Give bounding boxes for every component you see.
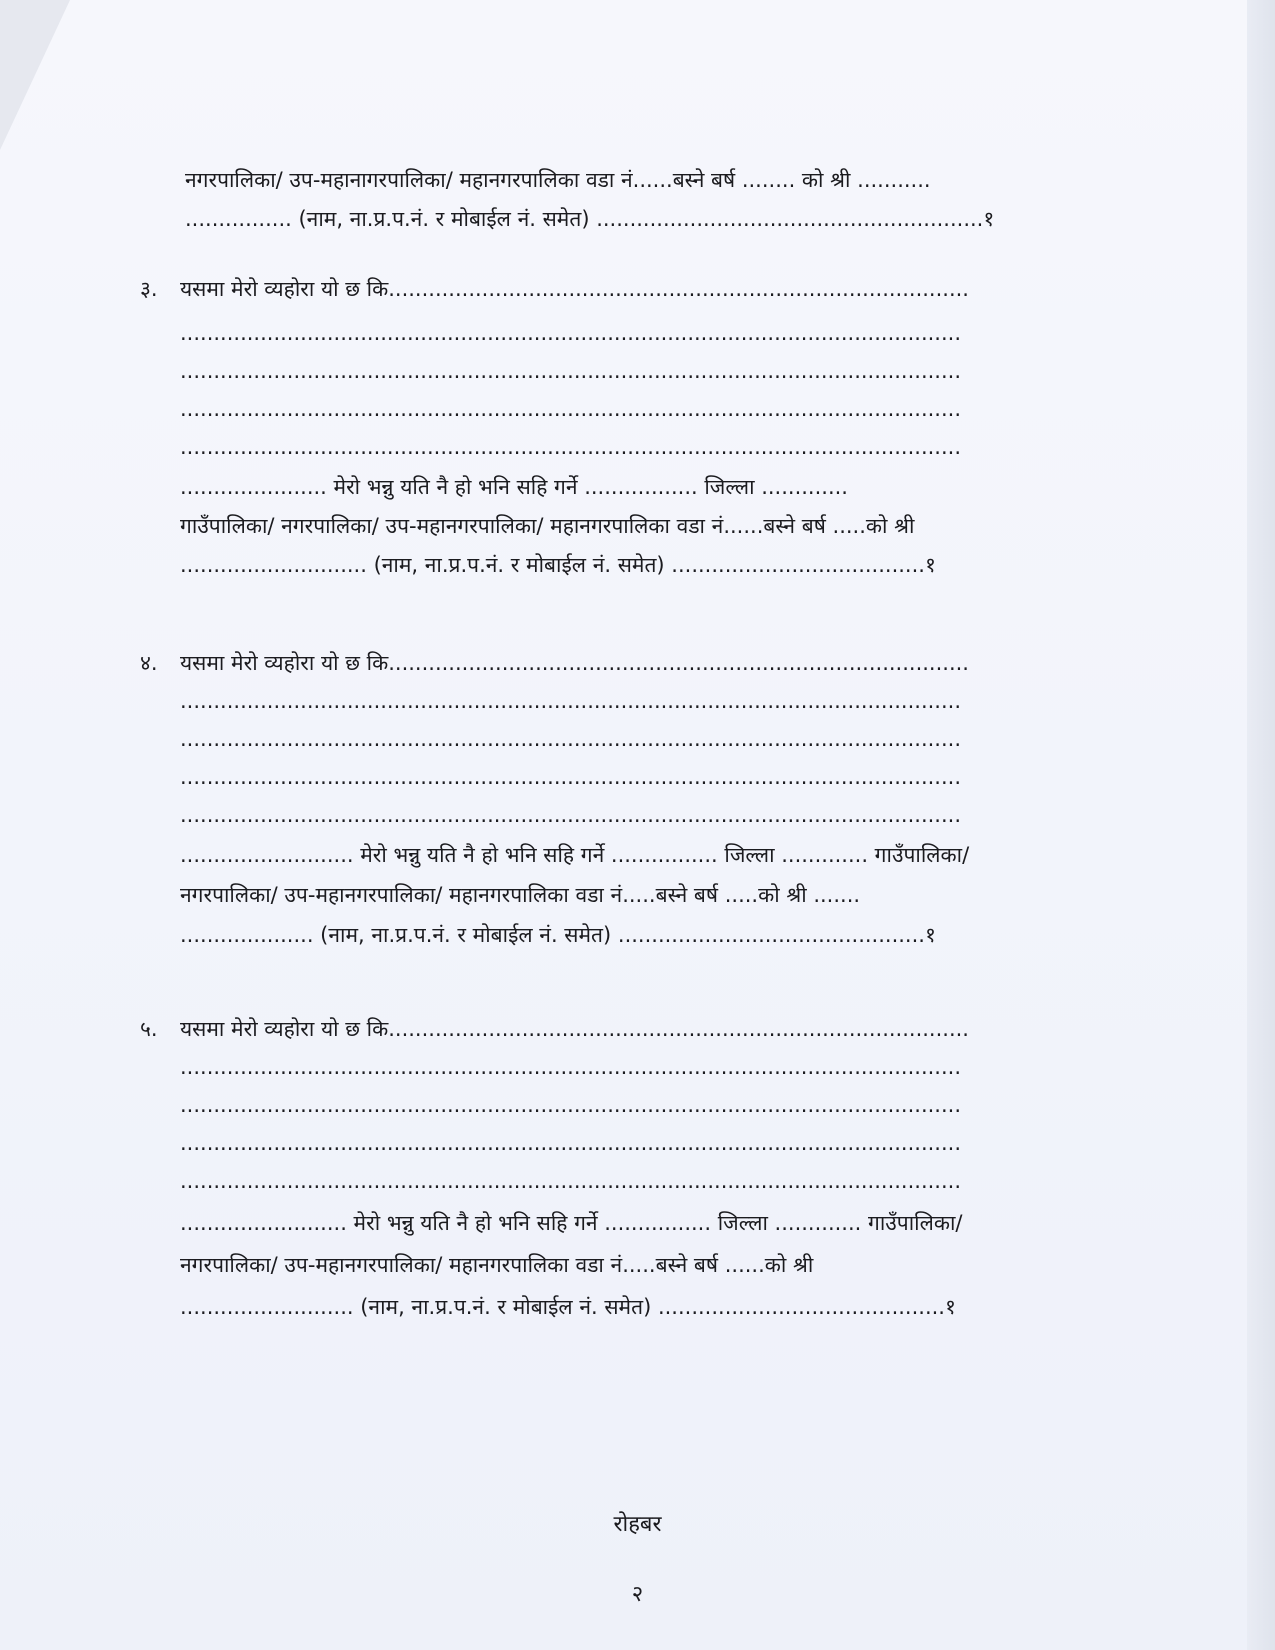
section-number: ५. bbox=[140, 1017, 158, 1041]
declaration-line: ...................... मेरो भन्नु यति नै हो भनि सहि गर्ने ................. जिल्ला ............. bbox=[180, 475, 848, 499]
scan-edge bbox=[1247, 0, 1275, 1650]
section-number: ३. bbox=[140, 277, 158, 301]
declaration-line: नगरपालिका/ उप-महानगरपालिका/ महानगरपालिका वडा नं.....बस्ने बर्ष .....को श्री ....... bbox=[180, 883, 861, 907]
carryover-line: नगरपालिका/ उप-महानागरपालिका/ महानगरपालिका वडा नं......बस्ने बर्ष ........ को श्री ........... bbox=[185, 168, 931, 192]
blank-line: ..................................................................................................................... bbox=[180, 1093, 962, 1117]
section-heading bbox=[140, 648, 969, 678]
section-number: ४. bbox=[140, 651, 158, 675]
blank-line: ..................................................................................................................... bbox=[180, 1169, 962, 1193]
folded-corner bbox=[0, 0, 70, 150]
carryover-line: ................ (नाम, ना.प्र.प.नं. र मोबाईल नं. समेत) ..........................................................१ bbox=[185, 207, 995, 231]
declaration-line: .......................... (नाम, ना.प्र.प.नं. र मोबाईल नं. समेत) ...........................................१ bbox=[180, 1295, 956, 1319]
witness-heading: रोहबर bbox=[613, 1512, 662, 1537]
declaration-line: नगरपालिका/ उप-महानगरपालिका/ महानगरपालिका वडा नं.....बस्ने बर्ष ......को श्री bbox=[180, 1253, 814, 1277]
declaration-line: ......................... मेरो भन्नु यति नै हो भनि सहि गर्ने ................ जिल्ला ............. गाउँपालिका/ bbox=[180, 1211, 963, 1235]
blank-line: ..................................................................................................................... bbox=[180, 765, 962, 789]
page-number: २ bbox=[631, 1582, 644, 1607]
section-heading-text: यसमा मेरो व्यहोरा यो छ कि....................................................................................... bbox=[180, 277, 969, 301]
declaration-line: .......................... मेरो भन्नु यति नै हो भनि सहि गर्ने ................ जिल्ला ............. गाउँपालिका/ bbox=[180, 843, 970, 867]
declaration-line: ............................ (नाम, ना.प्र.प.नं. र मोबाईल नं. समेत) ......................................१ bbox=[180, 553, 936, 577]
blank-line: ..................................................................................................................... bbox=[180, 689, 962, 713]
declaration-line: गाउँपालिका/ नगरपालिका/ उप-महानगरपालिका/ महानगरपालिका वडा नं......बस्ने बर्ष .....को श्री bbox=[180, 514, 915, 538]
section-heading-text: यसमा मेरो व्यहोरा यो छ कि....................................................................................... bbox=[180, 1017, 969, 1041]
declaration-line: .................... (नाम, ना.प्र.प.नं. र मोबाईल नं. समेत) ..............................................१ bbox=[180, 923, 936, 947]
blank-line: ..................................................................................................................... bbox=[180, 727, 962, 751]
blank-line: ..................................................................................................................... bbox=[180, 321, 962, 345]
blank-line: ..................................................................................................................... bbox=[180, 803, 962, 827]
blank-line: ..................................................................................................................... bbox=[180, 397, 962, 421]
section-heading bbox=[140, 274, 969, 304]
section-heading-text: यसमा मेरो व्यहोरा यो छ कि....................................................................................... bbox=[180, 651, 969, 675]
blank-line: ..................................................................................................................... bbox=[180, 1131, 962, 1155]
section-heading bbox=[140, 1014, 969, 1044]
blank-line: ..................................................................................................................... bbox=[180, 359, 962, 383]
blank-line: ..................................................................................................................... bbox=[180, 1055, 962, 1079]
blank-line: ..................................................................................................................... bbox=[180, 435, 962, 459]
